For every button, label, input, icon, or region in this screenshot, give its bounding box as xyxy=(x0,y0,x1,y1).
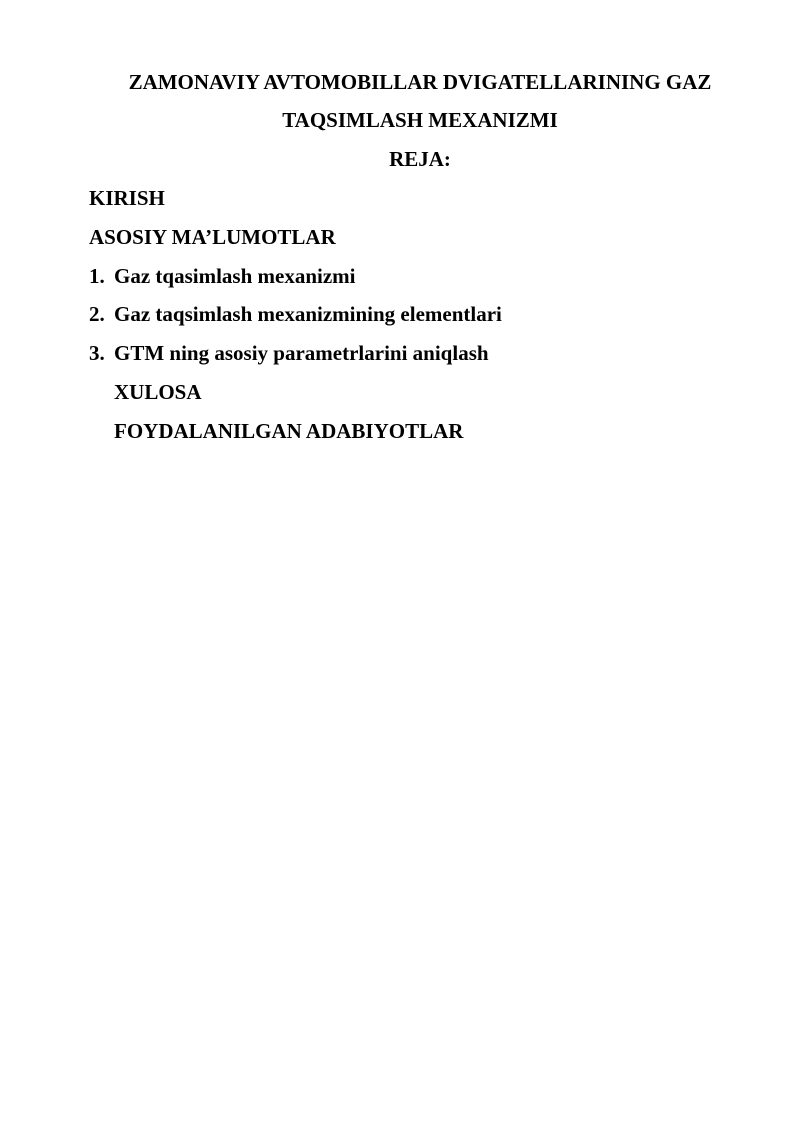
plan-list-item xyxy=(0,262,800,290)
plan-item-number: 2. xyxy=(89,302,105,326)
plan-item-text: Gaz taqsimlash mexanizmining elementlari xyxy=(114,302,502,326)
plan-list-item xyxy=(0,339,800,367)
plan-item-number: 1. xyxy=(89,264,105,288)
document-title-line-2: TAQSIMLASH MEXANIZMI xyxy=(282,108,558,132)
references-heading: FOYDALANILGAN ADABIYOTLAR xyxy=(114,419,464,443)
main-info-heading: ASOSIY MA’LUMOTLAR xyxy=(89,225,336,249)
document-title-line-1: ZAMONAVIY AVTOMOBILLAR DVIGATELLARINING GAZ xyxy=(128,70,712,94)
intro-heading: KIRISH xyxy=(89,186,165,210)
plan-item-number: 3. xyxy=(89,341,105,365)
plan-heading: REJA: xyxy=(389,147,451,171)
conclusion-heading: XULOSA xyxy=(114,380,202,404)
plan-list-item xyxy=(0,300,800,328)
plan-item-text: GTM ning asosiy parametrlarini aniqlash xyxy=(114,341,489,365)
plan-item-text: Gaz tqasimlash mexanizmi xyxy=(114,264,356,288)
